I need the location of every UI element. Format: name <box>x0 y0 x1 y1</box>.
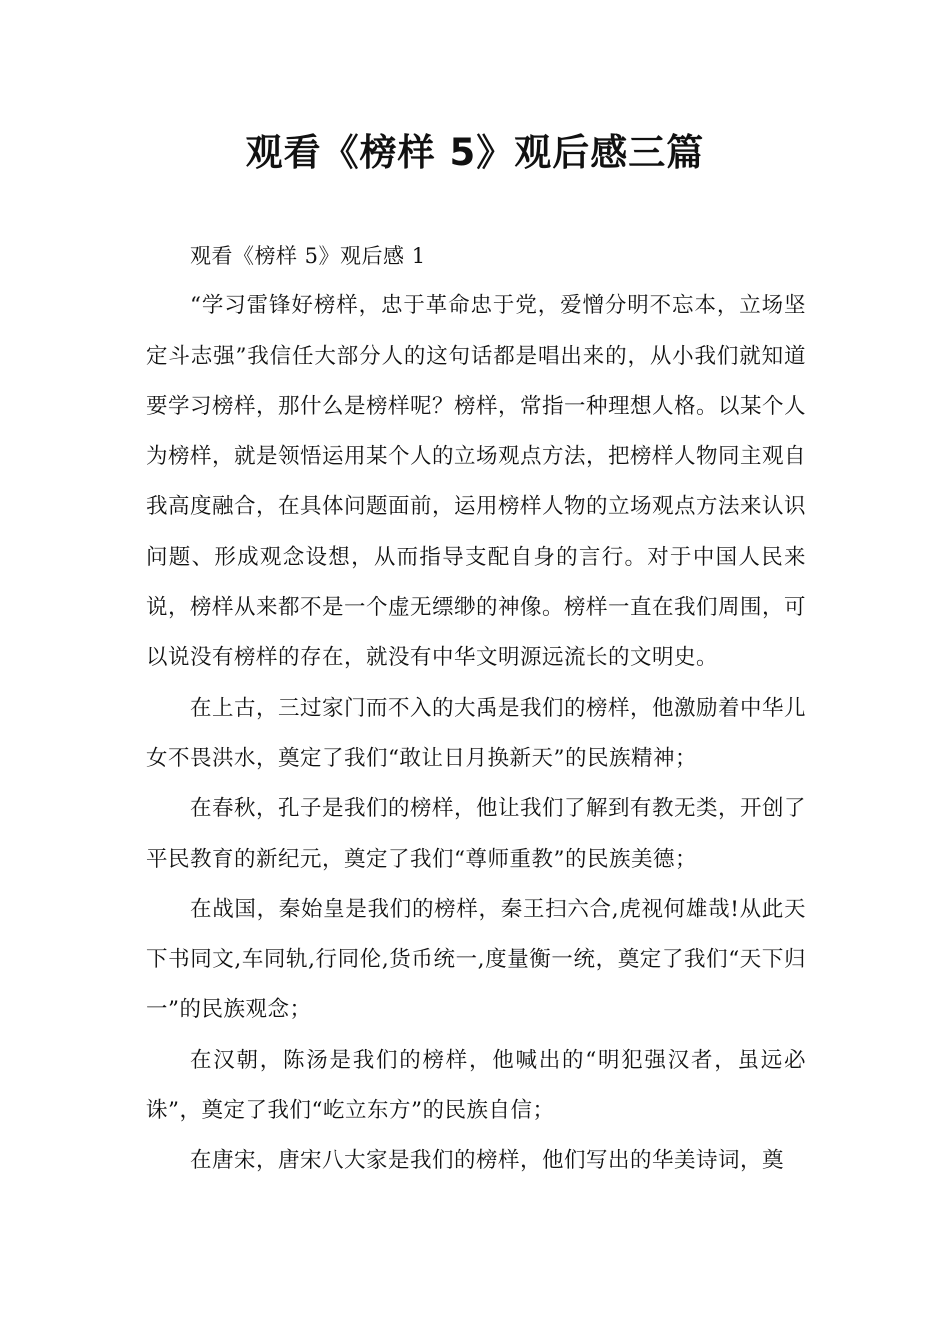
paragraph: “学习雷锋好榜样，忠于革命忠于党，爱憎分明不忘本，立场坚定斗志强”我信任大部分人的这句话都是唱出来的，从小我们就知道要学习榜样，那什么是榜样呢？榜样，常指一种理想人格。以某个人为榜样，就是领悟运用某个人的立场观点方法，把榜样人物同主观自我高度融合，在具体问题面前，运用榜样人物的立场观点方法来认识问题、形成观念设想，从而指导支配自身的言行。对于中国人民来说，榜样从来都不是一个虚无缥缈的神像。榜样一直在我们周围，可以说没有榜样的存在，就没有中华文明源远流长的文明史。 <box>146 293 807 671</box>
paragraph: 在春秋，孔子是我们的榜样，他让我们了解到有教无类，开创了平民教育的新纪元，奠定了我们“尊师重教”的民族美德； <box>146 796 807 872</box>
paragraph: 在汉朝，陈汤是我们的榜样，他喊出的“明犯强汉者，虽远必诛”，奠定了我们“屹立东方”的民族自信； <box>146 1047 806 1124</box>
document-title: 观看《榜样 5》观后感三篇 <box>245 131 705 174</box>
paragraph: 在战国，秦始皇是我们的榜样，秦王扫六合,虎视何雄哉!从此天下书同文,车同轨,行同伦,货币统一,度量衡一统，奠定了我们“天下归一”的民族观念； <box>146 896 806 1023</box>
paragraph: 在上古，三过家门而不入的大禹是我们的榜样，他激励着中华儿女不畏洪水，奠定了我们“敢让日月换新天”的民族精神； <box>146 695 807 771</box>
paragraph: 在唐宋，唐宋八大家是我们的榜样，他们写出的华美诗词，奠 <box>190 1148 785 1174</box>
section-heading: 观看《榜样 5》观后感 1 <box>190 244 426 268</box>
document-body <box>146 231 806 1187</box>
